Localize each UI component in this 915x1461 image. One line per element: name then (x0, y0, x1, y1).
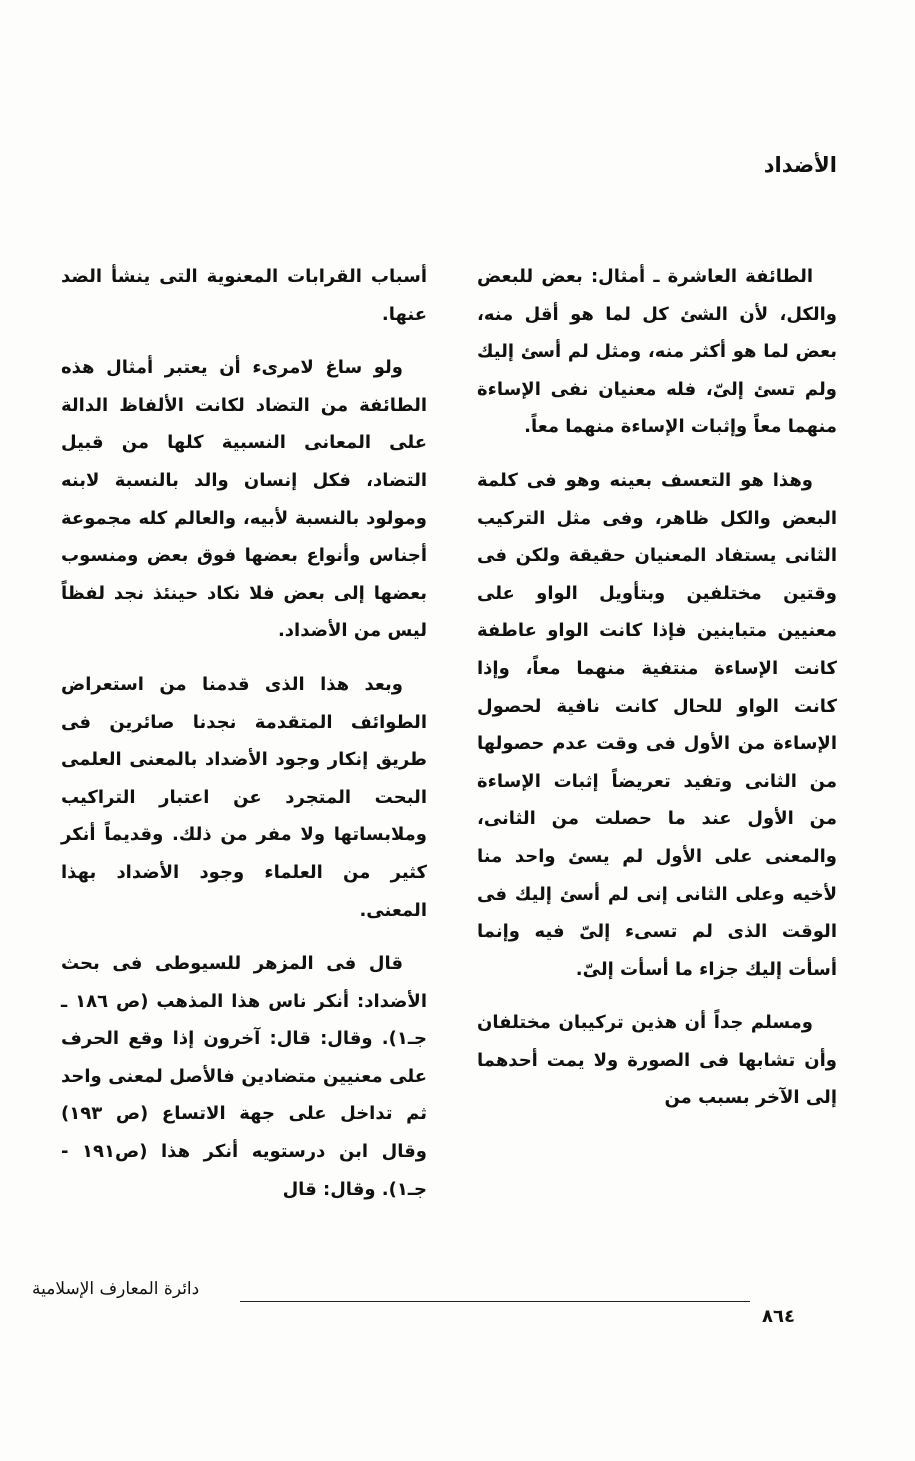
footer-divider-line (240, 1301, 750, 1302)
paragraph-left-4: قال فى المزهر للسيوطى فى بحث الأضداد: أنكر ناس هذا المذهب (ص ١٨٦ ـ جـ١). وقال: قال: آخرون إذا وقع الحرف على معنيين متضادين فالأصل لمعنى واحد ثم تداخل على جهة الاتساع (ص ١٩٣) وقال ابن درستويه أنكر هذا (ص١٩١ - جـ١). وقال: قال (61, 953, 428, 1200)
paragraph-left-3: وبعد هذا الذى قدمنا من استعراض الطوائف المتقدمة نجدنا صائرين فى طريق إنكار وجود الأضداد بالمعنى العلمى البحت المتجرد عن اعتبار التراكيب وملابساتها ولا مفر من ذلك. وقديماً أنكر كثير من العلماء وجود الأضداد بهذا المعنى. (61, 673, 427, 921)
paragraph-left-1: أسباب القرابات المعنوية التى ينشأ الضد عنها. (61, 266, 427, 325)
running-header-title: الأضداد (763, 153, 837, 177)
page-number: ٨٦٤ (762, 1306, 795, 1327)
paragraph-right-1: الطائفة العاشرة ـ أمثال: بعض للبعض والكل، لأن الشئ كل لما هو أقل منه، بعض لما هو أكثر منه، ومثل لم أسئ إليك ولم تسئ إلىّ، فله معنيان نفى الإساءة منهما معاً وإثبات الإساءة منهما معاً. (477, 266, 837, 438)
left-text-column (61, 258, 427, 1224)
footer-publication-title: دائرة المعارف الإسلامية (32, 1279, 200, 1299)
paragraph-right-3: ومسلم جداً أن هذين تركيبان مختلفان وأن تشابها فى الصورة ولا يمت أحدهما إلى الآخر بسبب من (477, 1012, 837, 1109)
right-text-column (477, 258, 837, 1133)
paragraph-right-2: وهذا هو التعسف بعينه وهو فى كلمة البعض والكل ظاهر، وفى مثل التركيب الثانى يستفاد المعنيان حقيقة ولكن فى وقتين مختلفين وبتأويل الواو على معنيين متباينين فإذا كانت الواو عاطفة كانت الإساءة منتفية منهما معاً، وإذا كانت الواو للحال كانت نافية لحصول الإساءة من الأول فى وقت عدم حصولها من الثانى وتفيد تعريضاً إثبات الإساءة من الأول عند ما حصلت من الثانى، والمعنى على الأول لم يسئ واحد منا لأخيه وعلى الثانى إنى لم أسئ إليك فى الوقت الذى لم تسىء إلىّ فيه وإنما أسأت إليك جزاء ما أسأت إلىّ. (477, 469, 837, 980)
paragraph-left-2: ولو ساغ لامرىء أن يعتبر أمثال هذه الطائفة من التضاد لكانت الألفاظ الدالة على المعانى النسبية كلها من قبيل التضاد، فكل إنسان والد بالنسبة لابنه ومولود بالنسبة لأبيه، والعالم كله مجموعة أجناس وأنواع بعضها فوق بعض ومنسوب بعضها إلى بعض فلا نكاد حينئذ نجد لفظاً ليس من الأضداد. (61, 357, 427, 642)
